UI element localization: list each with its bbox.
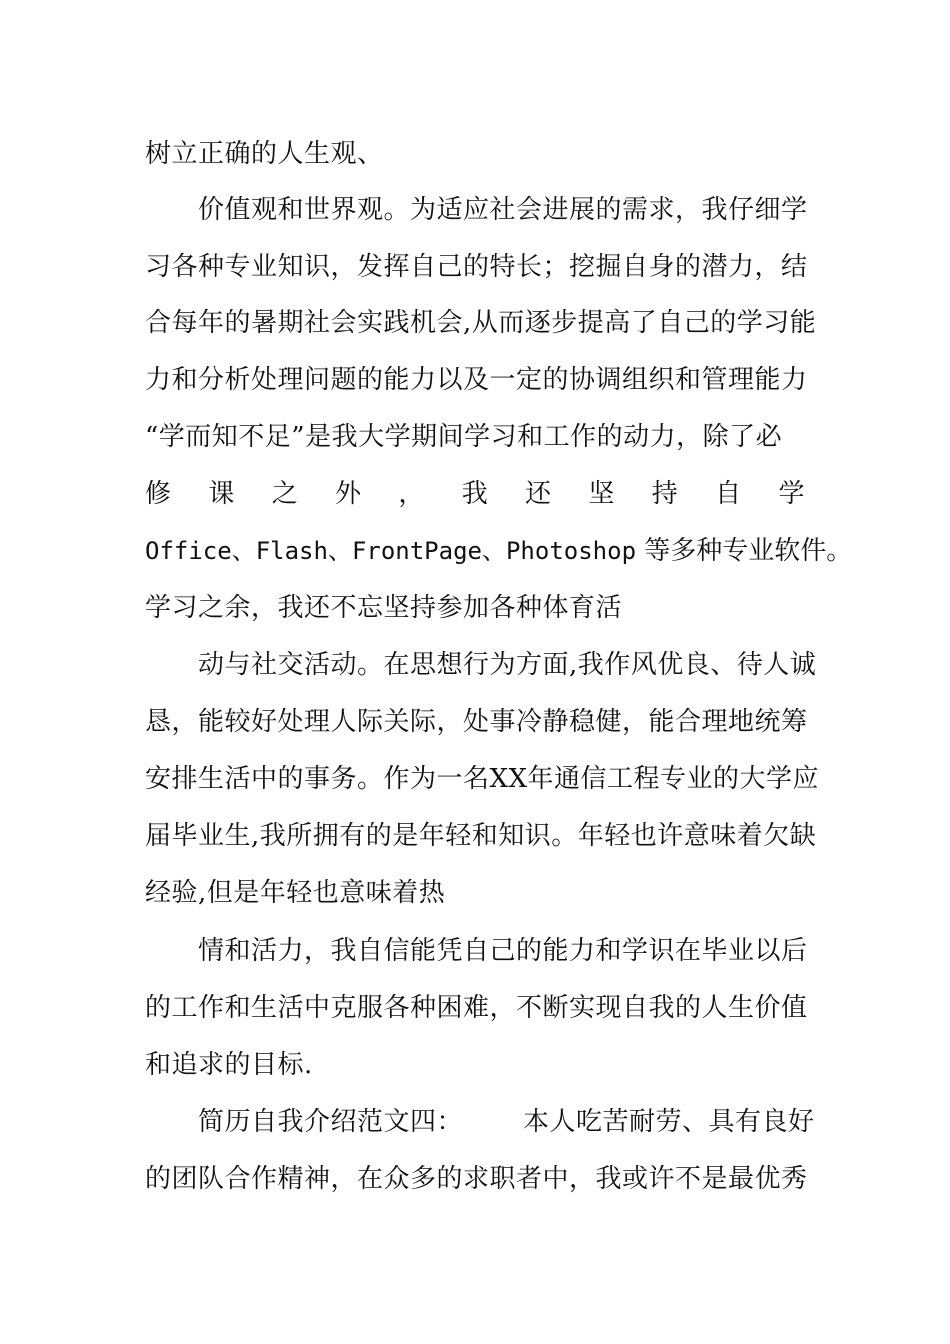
text-line: 恳，能较好处理人际关际，处事冷静稳健，能合理地统筹 [145, 707, 808, 737]
text-line: 的工作和生活中克服各种困难，不断实现自我的人生价值 [145, 993, 808, 1023]
section-heading: 简历自我介绍范文四： [198, 1107, 464, 1137]
text-line: “学而知不足”是我大学期间学习和工作的动力，除了必 [145, 422, 783, 452]
text-line: 价值观和世界观。为适应社会进展的需求，我仔细学 [198, 195, 808, 225]
section-heading-line [198, 1102, 873, 1142]
text-line: 力和分析处理问题的能力以及一定的协调组织和管理能力 [145, 365, 808, 395]
text-line: 安排生活中的事务。作为一名XX年通信工程专业的大学应 [145, 764, 820, 794]
text-line: 的团队合作精神，在众多的求职者中，我或许不是最优秀 [145, 1164, 808, 1194]
text-line: 和追求的目标. [145, 1050, 313, 1080]
char: 持 [651, 479, 679, 509]
text-line: 合每年的暑期社会实践机会,从而逐步提高了自己的学习能 [145, 308, 817, 338]
text-line: 届毕业生,我所拥有的是年轻和知识。年轻也许意味着欠缺 [145, 821, 817, 851]
text-line: 习各种专业知识，发挥自己的特长；挖掘自身的潜力，结 [145, 252, 808, 282]
char: ， [398, 479, 425, 509]
text-line: 学习之余，我还不忘坚持参加各种体育活 [145, 593, 623, 623]
software-line [145, 531, 853, 571]
software-suffix: 等多种专业软件。 [636, 536, 853, 566]
text-line: 经验,但是年轻也意味着热 [145, 878, 446, 908]
char: 我 [461, 479, 489, 509]
char: 自 [715, 479, 742, 509]
spaced-text-line [145, 474, 805, 514]
text-line: 情和活力，我自信能凭自己的能力和学识在毕业以后 [198, 936, 808, 966]
char: 修 [145, 479, 172, 509]
char: 外 [335, 479, 362, 509]
text-line: 动与社交活动。在思想行为方面,我作风优良、待人诚 [198, 650, 817, 680]
char: 之 [271, 479, 299, 509]
text-line: 树立正确的人生观、 [145, 139, 384, 169]
char: 还 [525, 479, 552, 509]
char: 课 [208, 479, 235, 509]
char: 坚 [588, 479, 615, 509]
software-names: Office、Flash、FrontPage、Photoshop [145, 537, 637, 565]
char: 学 [778, 479, 805, 509]
section-text: 本人吃苦耐劳、具有良好 [523, 1107, 815, 1137]
